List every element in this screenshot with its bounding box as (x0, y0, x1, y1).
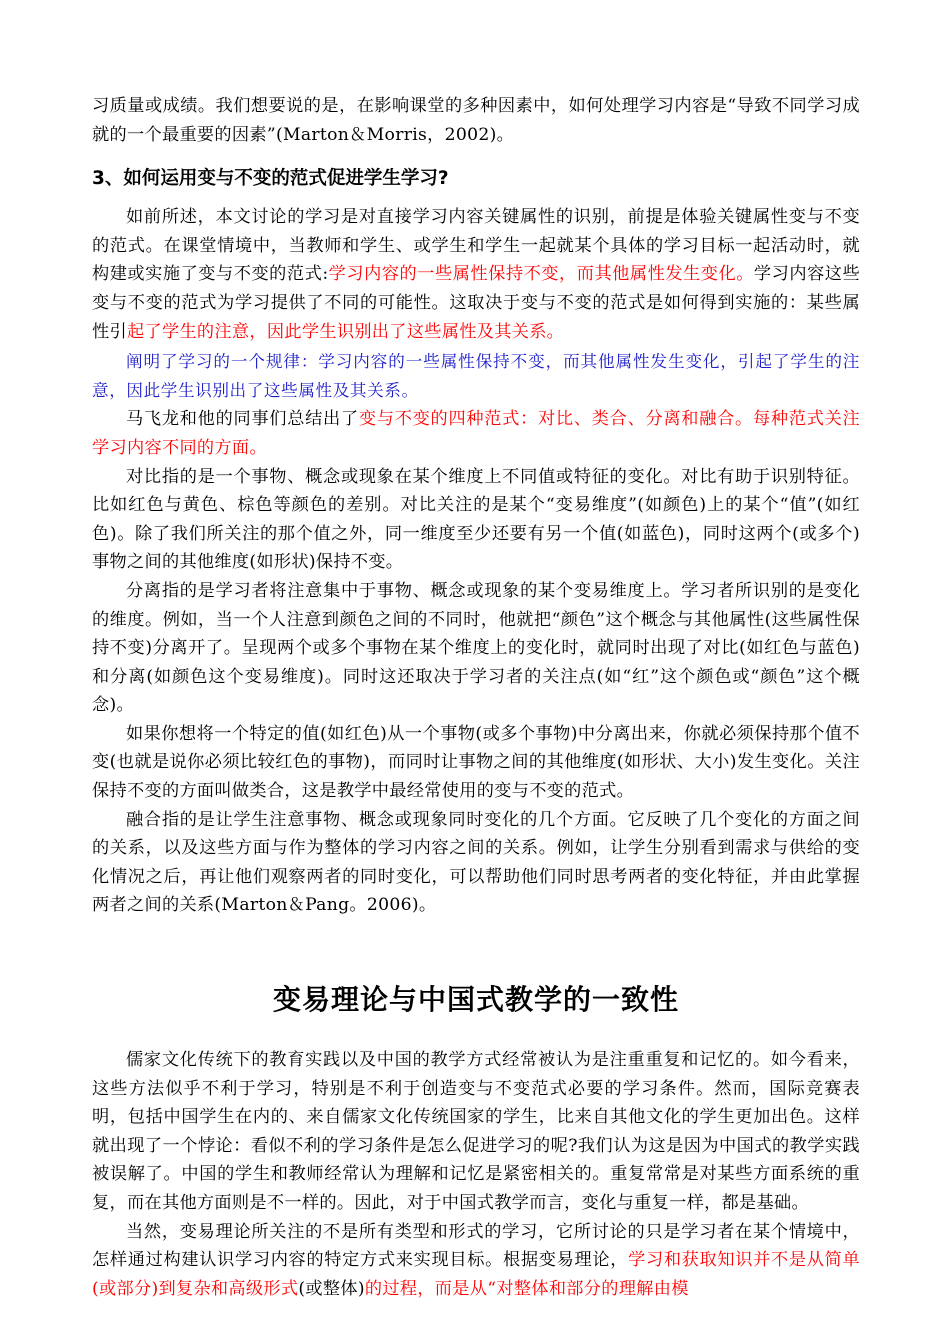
highlighted-text: 起了学生的注意，因此学生识别出了这些属性及其关系。 (126, 321, 565, 342)
document-page (92, 92, 860, 1303)
fusion-paragraph: 融合指的是让学生注意事物、概念或现象同时变化的几个方面。它反映了几个变化的方面之间的关系，以及这些方面与作为整体的学习内容之间的关系。例如，让学生分别看到需求与供给的变化情况之后，再让他们观察两者的同时变化，可以帮助他们同时思考两者的变化特征，并由此掌握两者之间的关系(Marton＆Pang。2006)。 (92, 809, 860, 916)
paragraph-text: 如前所述，本文讨论的学习是对直接学习内容关键属性的识别，前提是体验关键属性变与不变的范式。在课堂情境中，当教师和学生、或学生和学生一起就某个具体的学习目标一起活动时，就构建或实施了变与不变的范式: (92, 207, 860, 285)
section-3-paragraph-2 (92, 405, 860, 462)
annotation-note (92, 348, 860, 405)
paragraph-text: 学习内容这些变与不变的范式为学习提供了不同的可能性。这取决于变与不变的范式是如何得到实施的：某些属性引 (92, 264, 861, 342)
generalization-paragraph: 如果你想将一个特定的值(如红色)从一个事物(或多个事物)中分离出来，你就必须保持那个值不变(也就是说你必须比较红色的事物)，而同时让事物之间的其他维度(如形状、大小)发生变化。关注保持不变的方面叫做类合，这是教学中最经常使用的变与不变的范式。 (92, 723, 860, 802)
section-china-paragraph-1: 儒家文化传统下的教育实践以及中国的教学方式经常被认为是注重重复和记忆的。如今看来，这些方法似乎不利于学习，特别是不利于创造变与不变范式必要的学习条件。然而，国际竞赛表明，包括中国学生在内的、来自儒家文化传统国家的学生，比来自其他文化的学生更加出色。这样就出现了一个悖论：看似不利的学习条件是怎么促进学习的呢?我们认为这是因为中国式的教学实践被误解了。中国的学生和教师经常认为理解和记忆是紧密相关的。重复常常是对某些方面系统的重复，而在其他方面则是不一样的。因此，对于中国式教学而言，变化与重复一样，都是基础。 (92, 1050, 860, 1213)
note-text: 阐明了学习的一个规律：学习内容的一些属性保持不变，而其他属性发生变化，引起了学生的注意，因此学生识别出了这些属性及其关系。 (92, 352, 860, 400)
paragraph-text: 马飞龙和他的同事们总结出了 (126, 409, 359, 430)
paragraph-text: (或整体) (298, 1278, 365, 1299)
highlighted-text: 学习内容的一些属性保持不变，而其他属性发生变化。 (328, 264, 754, 285)
section-china-heading: 变易理论与中国式教学的一致性 (272, 983, 679, 1017)
highlighted-text: 的过程，而是从“对整体和部分的理解由模 (364, 1278, 689, 1299)
section-3-heading: 3、如何运用变与不变的范式促进学生学习? (92, 168, 449, 190)
contrast-paragraph: 对比指的是一个事物、概念或现象在某个维度上不同值或特征的变化。对比有助于识别特征。比如红色与黄色、棕色等颜色的差别。对比关注的是某个“变易维度”(如颜色)上的某个“值”(如红色)。除了我们所关注的那个值之外，同一维度至少还要有另一个值(如蓝色)，同时这两个(或多个)事物之间的其他维度(如形状)保持不变。 (92, 466, 860, 573)
separation-paragraph: 分离指的是学习者将注意集中于事物、概念或现象的某个变易维度上。学习者所识别的是变化的维度。例如，当一个人注意到颜色之间的不同时，他就把“颜色”这个概念与其他属性(这些属性保持不变)分离开了。呈现两个或多个事物在某个维度上的变化时，就同时出现了对比(如红色与蓝色)和分离(如颜色这个变易维度)。同时这还取决于学习者的关注点(如“红”这个颜色或“颜色”这个概念)。 (92, 580, 860, 716)
highlighted-text: 学习和获取知识并不是从简单(或部分)到复杂和高级形式 (92, 1250, 860, 1299)
section-3-paragraph-1 (92, 203, 860, 346)
highlighted-text: 变与不变的四种范式：对比、类合、分离和融合。每种范式关注学习内容不同的方面。 (92, 409, 861, 458)
intro-paragraph: 习质量或成绩。我们想要说的是，在影响课堂的多种因素中，如何处理学习内容是“导致不同学习成就的一个最重要的因素”(Marton＆Morris，2002)。 (92, 96, 860, 145)
paragraph-text: 当然，变易理论所关注的不是所有类型和形式的学习，它所讨论的只是学习者在某个情境中，怎样通过构建认识学习内容的特定方式来实现目标。根据变易理论， (92, 1221, 860, 1271)
section-china-paragraph-2 (92, 1218, 860, 1304)
